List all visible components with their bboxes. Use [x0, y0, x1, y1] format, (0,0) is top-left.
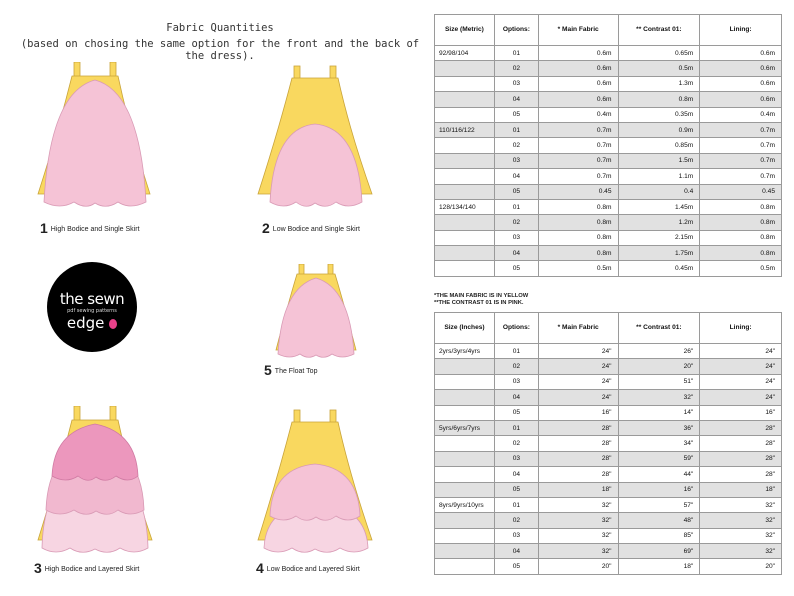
main-fabric-cell: 0.8m — [538, 199, 618, 214]
contrast-cell: 48" — [618, 513, 700, 528]
main-fabric-cell: 24" — [538, 359, 618, 374]
option-3-number: 3 — [34, 560, 42, 576]
contrast-cell: 0.65m — [618, 46, 700, 61]
lining-cell: 20" — [700, 559, 782, 574]
size-cell — [435, 482, 495, 497]
table-row — [435, 559, 782, 574]
contrast-cell: 1.1m — [618, 169, 700, 184]
size-cell — [435, 390, 495, 405]
option-cell: 02 — [494, 138, 538, 153]
size-cell: 2yrs/3yrs/4yrs — [435, 344, 495, 359]
note-main-fabric: *THE MAIN FABRIC IS IN YELLOW — [434, 293, 529, 299]
main-fabric-cell: 0.6m — [538, 46, 618, 61]
lining-cell: 24" — [700, 359, 782, 374]
option-2-number: 2 — [262, 220, 270, 236]
option-cell: 05 — [494, 559, 538, 574]
the-sewn-edge-logo — [47, 262, 137, 352]
lining-cell: 0.7m — [700, 122, 782, 137]
option-cell: 04 — [494, 92, 538, 107]
option-cell: 01 — [494, 122, 538, 137]
main-fabric-cell: 0.6m — [538, 92, 618, 107]
option-cell: 05 — [494, 261, 538, 276]
dress-option-3-illustration — [30, 406, 160, 556]
size-cell — [435, 92, 495, 107]
page-title: Fabric Quantities — [166, 22, 274, 34]
metric-header-main: * Main Fabric — [538, 15, 618, 46]
lining-cell: 0.8m — [700, 230, 782, 245]
contrast-cell: 32" — [618, 390, 700, 405]
dress-option-4-illustration — [250, 406, 380, 556]
table-row — [435, 513, 782, 528]
table-row — [435, 153, 782, 168]
logo-line2: pdf sewing patterns — [67, 308, 117, 314]
contrast-cell: 69" — [618, 544, 700, 559]
lining-cell: 0.7m — [700, 169, 782, 184]
table-row — [435, 359, 782, 374]
main-fabric-cell: 0.7m — [538, 122, 618, 137]
inches-header-lining: Lining: — [700, 313, 782, 344]
metric-header-size: Size (Metric) — [435, 15, 495, 46]
lining-cell: 24" — [700, 390, 782, 405]
option-cell: 04 — [494, 467, 538, 482]
main-fabric-cell: 0.8m — [538, 230, 618, 245]
option-cell: 03 — [494, 451, 538, 466]
table-row — [435, 230, 782, 245]
size-cell — [435, 559, 495, 574]
table-row — [435, 436, 782, 451]
option-cell: 03 — [494, 528, 538, 543]
contrast-cell: 85" — [618, 528, 700, 543]
option-cell: 04 — [494, 544, 538, 559]
logo-line1: the sewn — [59, 290, 125, 308]
size-cell — [435, 467, 495, 482]
option-cell: 01 — [494, 344, 538, 359]
option-cell: 01 — [494, 497, 538, 512]
table-row — [435, 138, 782, 153]
size-cell — [435, 374, 495, 389]
contrast-cell: 1.3m — [618, 76, 700, 91]
table-row — [435, 215, 782, 230]
inches-table-body — [435, 344, 782, 575]
option-5-number: 5 — [264, 362, 272, 378]
main-fabric-cell: 32" — [538, 497, 618, 512]
option-3-caption — [34, 560, 139, 576]
size-cell — [435, 76, 495, 91]
lining-cell: 0.8m — [700, 199, 782, 214]
inches-header-main: * Main Fabric — [538, 313, 618, 344]
lining-cell: 0.6m — [700, 61, 782, 76]
contrast-cell: 0.8m — [618, 92, 700, 107]
table-row — [435, 405, 782, 420]
size-cell — [435, 544, 495, 559]
table-row — [435, 184, 782, 199]
inches-table-header — [435, 313, 782, 344]
main-fabric-cell: 24" — [538, 390, 618, 405]
main-fabric-cell: 32" — [538, 544, 618, 559]
option-cell: 03 — [494, 76, 538, 91]
option-5-caption — [264, 362, 317, 378]
option-cell: 02 — [494, 513, 538, 528]
contrast-cell: 57" — [618, 497, 700, 512]
main-fabric-cell: 0.45 — [538, 184, 618, 199]
table-row — [435, 46, 782, 61]
contrast-cell: 1.5m — [618, 153, 700, 168]
option-cell: 04 — [494, 246, 538, 261]
option-3-label: High Bodice and Layered Skirt — [44, 566, 140, 573]
inches-fabric-table — [434, 312, 782, 575]
lining-cell: 18" — [700, 482, 782, 497]
option-cell: 05 — [494, 107, 538, 122]
lining-cell: 32" — [700, 513, 782, 528]
main-fabric-cell: 32" — [538, 528, 618, 543]
metric-header-options: Options: — [494, 15, 538, 46]
lining-cell: 32" — [700, 497, 782, 512]
option-5-label: The Float Top — [274, 368, 318, 375]
contrast-cell: 36" — [618, 420, 700, 435]
main-fabric-cell: 0.7m — [538, 138, 618, 153]
option-4-caption — [256, 560, 360, 576]
size-cell — [435, 153, 495, 168]
metric-header-lining: Lining: — [700, 15, 782, 46]
option-2-caption — [262, 220, 360, 236]
size-cell: 5yrs/6yrs/7yrs — [435, 420, 495, 435]
table-row — [435, 122, 782, 137]
lining-cell: 0.6m — [700, 46, 782, 61]
contrast-cell: 2.15m — [618, 230, 700, 245]
inches-header-contrast: ** Contrast 01: — [618, 313, 700, 344]
contrast-cell: 0.9m — [618, 122, 700, 137]
size-cell: 8yrs/9yrs/10yrs — [435, 497, 495, 512]
dress-option-2-illustration — [250, 62, 380, 210]
option-cell: 04 — [494, 169, 538, 184]
table-row — [435, 451, 782, 466]
lining-cell: 0.8m — [700, 246, 782, 261]
main-fabric-cell: 0.8m — [538, 215, 618, 230]
lining-cell: 0.8m — [700, 215, 782, 230]
size-cell — [435, 246, 495, 261]
lining-cell: 24" — [700, 374, 782, 389]
logo-line3: edge — [47, 314, 137, 332]
option-1-label: High Bodice and Single Skirt — [50, 226, 140, 233]
metric-fabric-table — [434, 14, 782, 277]
option-cell: 02 — [494, 436, 538, 451]
option-cell: 05 — [494, 184, 538, 199]
inches-header-options: Options: — [494, 313, 538, 344]
size-cell — [435, 184, 495, 199]
option-cell: 02 — [494, 61, 538, 76]
table-row — [435, 544, 782, 559]
lining-cell: 32" — [700, 544, 782, 559]
size-cell — [435, 528, 495, 543]
table-row — [435, 169, 782, 184]
contrast-cell: 1.75m — [618, 246, 700, 261]
contrast-cell: 0.5m — [618, 61, 700, 76]
contrast-cell: 34" — [618, 436, 700, 451]
size-cell — [435, 513, 495, 528]
lining-cell: 0.4m — [700, 107, 782, 122]
main-fabric-cell: 28" — [538, 451, 618, 466]
option-cell: 02 — [494, 359, 538, 374]
table-row — [435, 76, 782, 91]
lining-cell: 0.6m — [700, 76, 782, 91]
table-row — [435, 497, 782, 512]
main-fabric-cell: 28" — [538, 420, 618, 435]
contrast-cell: 0.35m — [618, 107, 700, 122]
fabric-color-notes — [434, 293, 528, 307]
table-row — [435, 482, 782, 497]
option-cell: 05 — [494, 405, 538, 420]
table-row — [435, 107, 782, 122]
contrast-cell: 0.85m — [618, 138, 700, 153]
size-cell — [435, 107, 495, 122]
option-cell: 05 — [494, 482, 538, 497]
metric-header-contrast: ** Contrast 01: — [618, 15, 700, 46]
size-cell — [435, 138, 495, 153]
table-row — [435, 61, 782, 76]
main-fabric-cell: 0.6m — [538, 61, 618, 76]
contrast-cell: 0.4 — [618, 184, 700, 199]
size-cell — [435, 61, 495, 76]
dress-option-1-illustration — [30, 62, 160, 210]
main-fabric-cell: 24" — [538, 374, 618, 389]
main-fabric-cell: 32" — [538, 513, 618, 528]
size-cell — [435, 215, 495, 230]
option-2-label: Low Bodice and Single Skirt — [272, 226, 360, 233]
contrast-cell: 51" — [618, 374, 700, 389]
page-subtitle: (based on chosing the same option for the front and the back of the dress). — [20, 38, 420, 62]
main-fabric-cell: 0.5m — [538, 261, 618, 276]
option-cell: 03 — [494, 374, 538, 389]
size-cell: 128/134/140 — [435, 199, 495, 214]
table-row — [435, 92, 782, 107]
option-cell: 01 — [494, 199, 538, 214]
size-cell — [435, 405, 495, 420]
table-row — [435, 390, 782, 405]
option-4-label: Low Bodice and Layered Skirt — [266, 566, 360, 573]
table-row — [435, 261, 782, 276]
contrast-cell: 44" — [618, 467, 700, 482]
lining-cell: 24" — [700, 344, 782, 359]
contrast-cell: 14" — [618, 405, 700, 420]
option-cell: 01 — [494, 46, 538, 61]
contrast-cell: 1.45m — [618, 199, 700, 214]
contrast-cell: 20" — [618, 359, 700, 374]
lining-cell: 28" — [700, 436, 782, 451]
option-cell: 03 — [494, 153, 538, 168]
table-row — [435, 246, 782, 261]
option-cell: 03 — [494, 230, 538, 245]
main-fabric-cell: 0.7m — [538, 153, 618, 168]
option-cell: 04 — [494, 390, 538, 405]
lining-cell: 0.5m — [700, 261, 782, 276]
size-cell — [435, 261, 495, 276]
main-fabric-cell: 18" — [538, 482, 618, 497]
main-fabric-cell: 16" — [538, 405, 618, 420]
logo-spool-icon — [109, 319, 117, 329]
lining-cell: 32" — [700, 528, 782, 543]
contrast-cell: 16" — [618, 482, 700, 497]
table-row — [435, 420, 782, 435]
main-fabric-cell: 0.6m — [538, 76, 618, 91]
size-cell: 110/116/122 — [435, 122, 495, 137]
option-1-caption — [40, 220, 140, 236]
contrast-cell: 1.2m — [618, 215, 700, 230]
table-row — [435, 467, 782, 482]
note-contrast-fabric: **THE CONTRAST 01 IS IN PINK. — [434, 300, 524, 306]
lining-cell: 28" — [700, 420, 782, 435]
lining-cell: 28" — [700, 467, 782, 482]
lining-cell: 0.6m — [700, 92, 782, 107]
size-cell — [435, 169, 495, 184]
contrast-cell: 0.45m — [618, 261, 700, 276]
main-fabric-cell: 0.8m — [538, 246, 618, 261]
main-fabric-cell: 24" — [538, 344, 618, 359]
table-row — [435, 528, 782, 543]
table-row — [435, 344, 782, 359]
lining-cell: 16" — [700, 405, 782, 420]
lining-cell: 28" — [700, 451, 782, 466]
option-4-number: 4 — [256, 560, 264, 576]
size-cell — [435, 359, 495, 374]
option-1-number: 1 — [40, 220, 48, 236]
main-fabric-cell: 0.4m — [538, 107, 618, 122]
metric-table-body — [435, 46, 782, 277]
metric-table-header — [435, 15, 782, 46]
size-cell — [435, 436, 495, 451]
contrast-cell: 26" — [618, 344, 700, 359]
size-cell: 92/98/104 — [435, 46, 495, 61]
dress-option-5-illustration — [268, 264, 364, 364]
contrast-cell: 59" — [618, 451, 700, 466]
size-cell — [435, 230, 495, 245]
inches-header-size: Size (Inches) — [435, 313, 495, 344]
size-cell — [435, 451, 495, 466]
lining-cell: 0.45 — [700, 184, 782, 199]
table-row — [435, 374, 782, 389]
lining-cell: 0.7m — [700, 138, 782, 153]
main-fabric-cell: 20" — [538, 559, 618, 574]
table-row — [435, 199, 782, 214]
option-cell: 01 — [494, 420, 538, 435]
main-fabric-cell: 28" — [538, 467, 618, 482]
main-fabric-cell: 28" — [538, 436, 618, 451]
option-cell: 02 — [494, 215, 538, 230]
main-fabric-cell: 0.7m — [538, 169, 618, 184]
lining-cell: 0.7m — [700, 153, 782, 168]
contrast-cell: 18" — [618, 559, 700, 574]
